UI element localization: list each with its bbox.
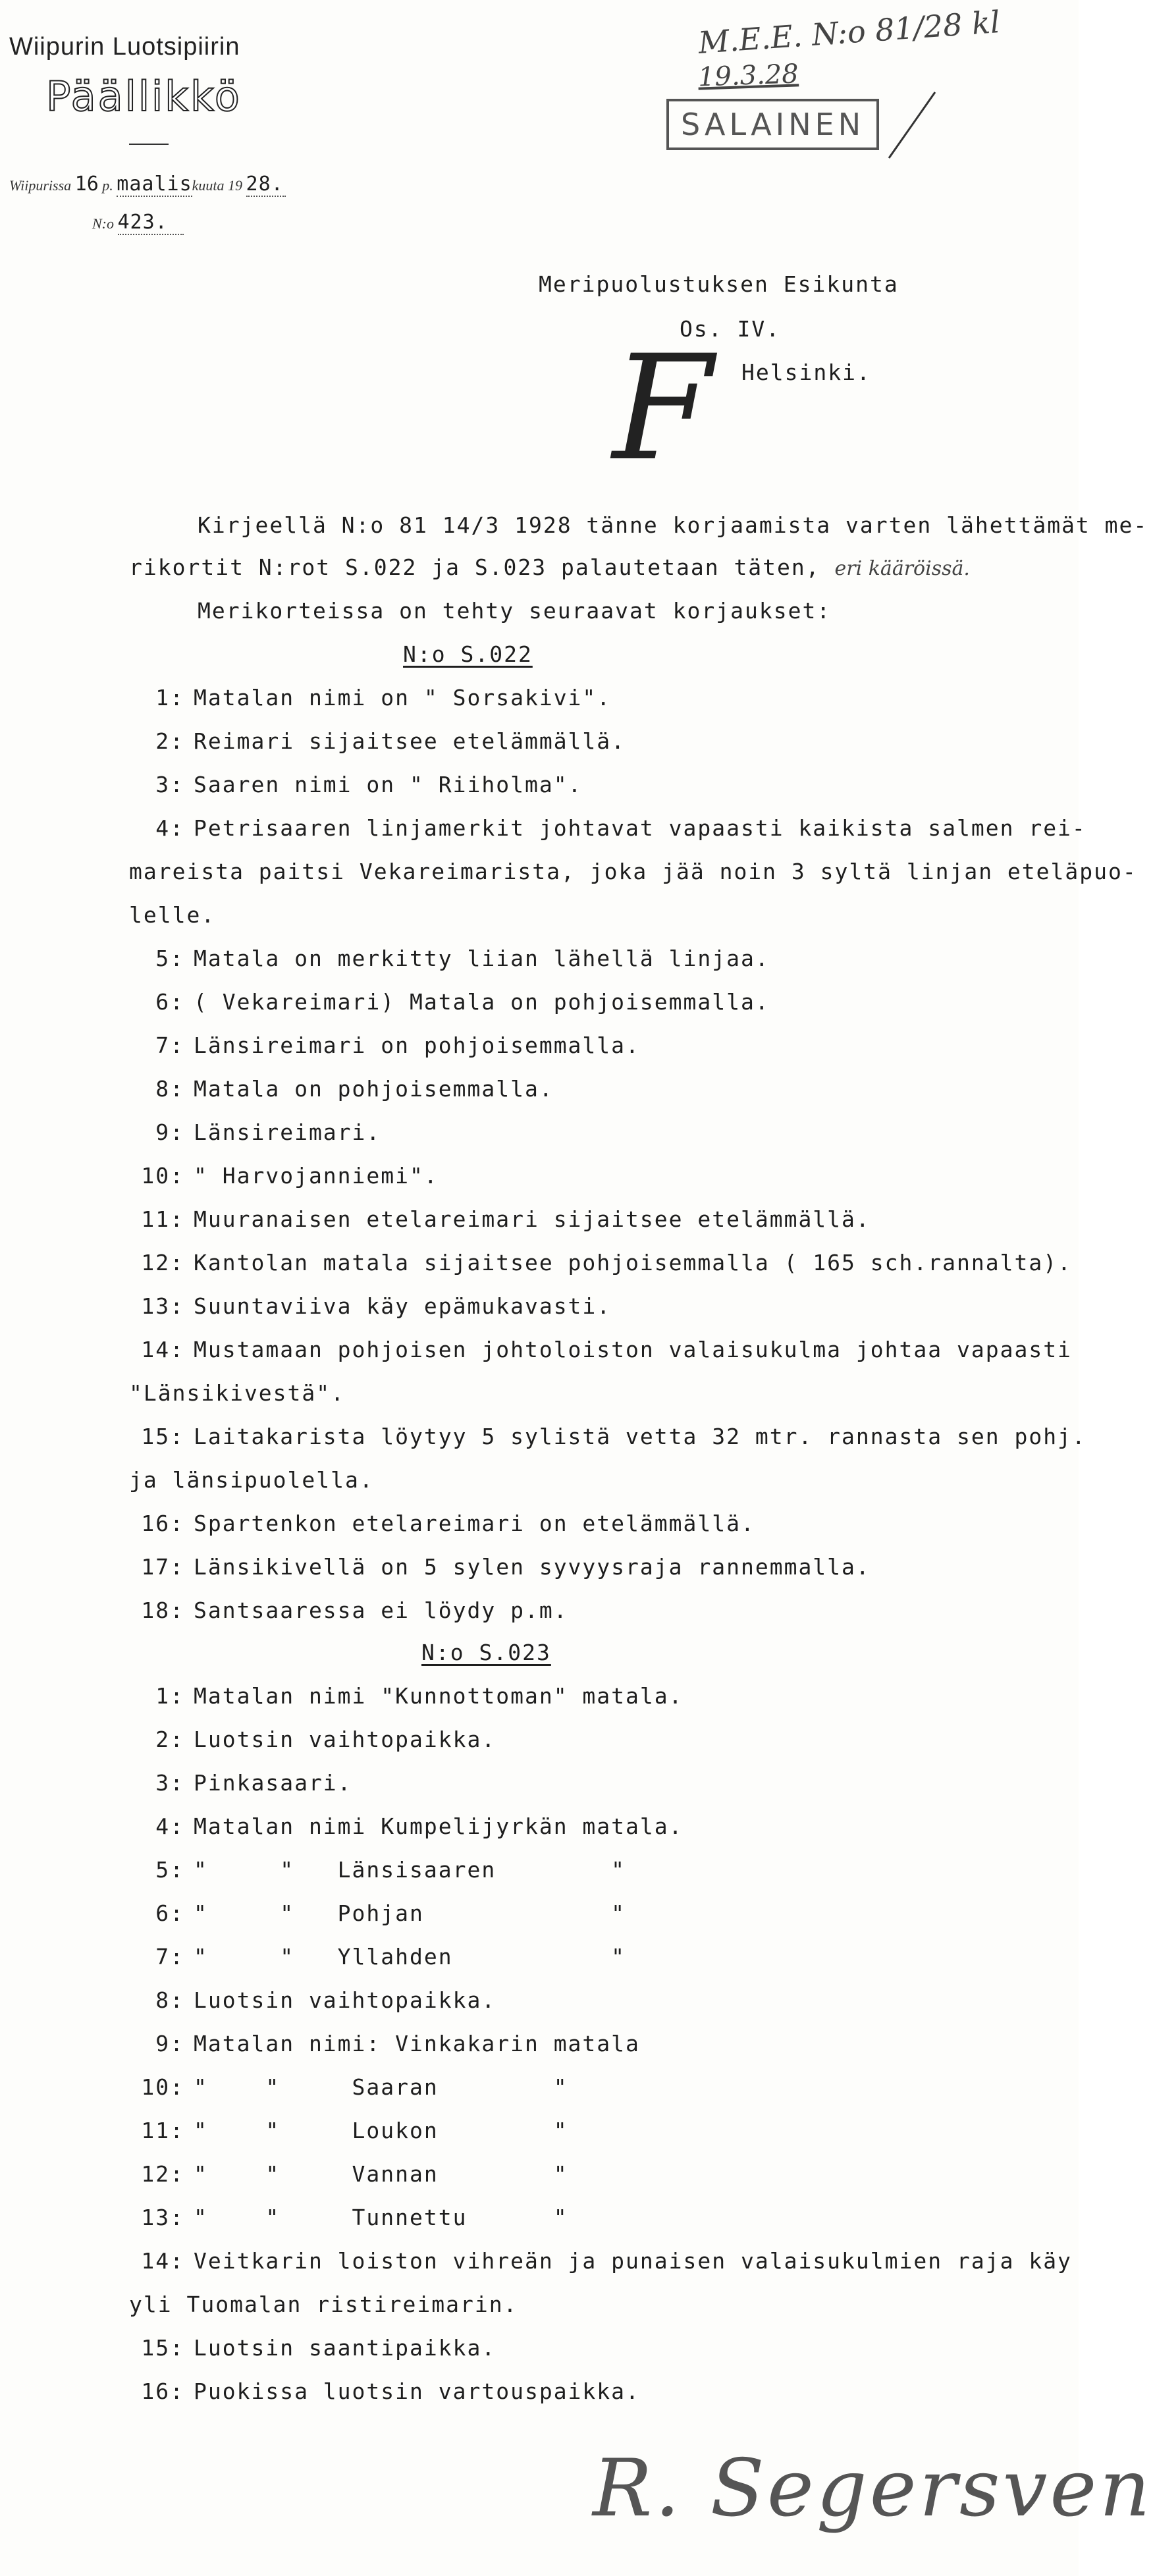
item-text: " " Tunnettu "	[194, 2205, 568, 2230]
place-prefix: Wiipurissa	[9, 177, 72, 194]
item-text: Matalan nimi: Vinkakarin matala	[194, 2031, 640, 2056]
month-suffix: kuuta 19	[192, 177, 243, 194]
handwritten-note: eri kääröissä.	[834, 557, 970, 580]
item-text: " " Saaran "	[194, 2074, 568, 2100]
item-number: 4:	[155, 815, 184, 841]
item-text: " " Pohjan "	[194, 1900, 626, 1926]
item-number: 13:	[141, 1293, 184, 1319]
list-item	[132, 1206, 871, 1232]
item-text: Matala on merkitty liian lähellä linjaa.	[194, 946, 770, 971]
item-number: 16:	[141, 1511, 184, 1536]
document-number: 423.	[118, 211, 184, 235]
item-text: " " Vannan "	[194, 2161, 568, 2187]
list-item	[132, 2248, 1072, 2274]
item-number: 8:	[155, 1076, 184, 1102]
day-suffix: p.	[102, 177, 113, 194]
item-text: Puokissa luotsin vartouspaikka.	[194, 2378, 640, 2404]
number-line	[92, 211, 184, 235]
list-item	[132, 1683, 684, 1709]
item-text: Pinkasaari.	[194, 1770, 352, 1796]
item-text: ( Vekareimari) Matala on pohjoisemmalla.	[194, 989, 770, 1015]
list-item	[132, 1813, 684, 1839]
item-number: 9:	[155, 1119, 184, 1145]
handwritten-date: 19.3.28	[697, 59, 799, 93]
intro-line3: Merikorteissa on tehty seuraavat korjaukset:	[198, 598, 832, 624]
list-item	[132, 1857, 626, 1883]
item-text: Laitakarista löytyy 5 sylistä vetta 32 mtr. rannasta sen pohj.	[194, 1424, 1086, 1449]
item-text: Saaren nimi on " Riiholma".	[194, 772, 583, 797]
item-text: Länsikivellä on 5 sylen syvyysraja rannemmalla.	[194, 1554, 871, 1580]
list-item	[132, 728, 626, 754]
stamp-crossout-mark	[882, 86, 942, 165]
item-number: 11:	[141, 1206, 184, 1232]
item-text: Luotsin vaihtopaikka.	[194, 1987, 496, 2013]
item-number: 9:	[155, 2031, 184, 2056]
item-number: 10:	[141, 1163, 184, 1189]
list-item	[132, 685, 611, 711]
item-number: 1:	[155, 1683, 184, 1709]
list-item	[132, 1293, 611, 1319]
list-item	[132, 1337, 1072, 1362]
list-item	[132, 1987, 496, 2013]
recipient-line2: Os. IV.	[680, 316, 781, 342]
letterhead-title: Päällikkö	[46, 72, 242, 121]
item-number: 6:	[155, 1900, 184, 1926]
letterhead-org: Wiipurin Luotsipiirin	[9, 33, 240, 61]
item-number: 18:	[141, 1597, 184, 1623]
item-number: 7:	[155, 1944, 184, 1970]
list-item	[132, 2074, 568, 2100]
item-number: 2:	[155, 1727, 184, 1752]
item-text: Matalan nimi "Kunnottoman" matala.	[194, 1683, 684, 1709]
item-text: Veitkarin loiston vihreän ja punaisen valaisukulmien raja käy	[194, 2248, 1072, 2274]
item-number: 14:	[141, 1337, 184, 1362]
intro-line2-text: rikortit N:rot S.022 ja S.023 palautetaan täten,	[129, 554, 820, 580]
handwritten-reference: M.E.E. N:o 81/28 kl	[697, 4, 1002, 61]
item-number: 12:	[141, 1250, 184, 1275]
letterhead-divider	[129, 144, 169, 145]
item-number: 5:	[155, 1857, 184, 1883]
item-text: Petrisaaren linjamerkit johtavat vapaasti kaikista salmen rei-	[194, 815, 1086, 841]
signature: R. Segersven	[593, 2443, 1153, 2535]
item-number: 12:	[141, 2161, 184, 2187]
item-text: Matalan nimi Kumpelijyrkän matala.	[194, 1813, 684, 1839]
list-item	[132, 1119, 381, 1145]
item-text: Länsireimari on pohjoisemmalla.	[194, 1033, 640, 1058]
list-item	[132, 2118, 568, 2143]
recipient-line3: Helsinki.	[741, 360, 871, 385]
item-number: 14:	[141, 2248, 184, 2274]
recipient-line1: Meripuolustuksen Esikunta	[539, 271, 899, 297]
section1-heading: N:o S.022	[403, 641, 533, 667]
list-item	[132, 1511, 755, 1536]
list-item	[132, 1076, 554, 1102]
list-item	[132, 1250, 1072, 1275]
secret-stamp: SALAINEN	[666, 99, 879, 150]
date-day: 16	[74, 173, 99, 196]
intro-line1: Kirjeellä N:o 81 14/3 1928 tänne korjaamista varten lähettämät me-	[198, 512, 1148, 538]
list-item	[132, 1727, 496, 1752]
item-number: 7:	[155, 1033, 184, 1058]
list-item	[132, 1424, 1086, 1449]
item-continuation: ja länsipuolella.	[129, 1467, 374, 1493]
item-number: 4:	[155, 1813, 184, 1839]
list-item	[132, 1597, 568, 1623]
item-number: 8:	[155, 1987, 184, 2013]
item-number: 11:	[141, 2118, 184, 2143]
item-text: Muuranaisen etelareimari sijaitsee etelämmällä.	[194, 1206, 871, 1232]
item-text: Luotsin saantipaikka.	[194, 2335, 496, 2361]
item-text: Länsireimari.	[194, 1119, 381, 1145]
item-continuation: "Länsikivestä".	[129, 1380, 346, 1406]
list-item	[132, 2205, 568, 2230]
item-text: Reimari sijaitsee etelämmällä.	[194, 728, 626, 754]
list-item	[132, 1163, 439, 1189]
item-number: 5:	[155, 946, 184, 971]
item-continuation: mareista paitsi Vekareimarista, joka jää noin 3 syltä linjan eteläpuo-	[129, 859, 1137, 884]
item-continuation: yli Tuomalan ristireimarin.	[129, 2292, 518, 2317]
item-text: Matala on pohjoisemmalla.	[194, 1076, 554, 1102]
item-text: Santsaaressa ei löydy p.m.	[194, 1597, 568, 1623]
list-item	[132, 815, 1086, 841]
item-text: " " Yllahden "	[194, 1944, 626, 1970]
item-number: 15:	[141, 1424, 184, 1449]
item-text: Luotsin vaihtopaikka.	[194, 1727, 496, 1752]
item-number: 3:	[155, 772, 184, 797]
item-number: 3:	[155, 1770, 184, 1796]
item-continuation: lelle.	[129, 902, 216, 928]
list-item	[132, 1554, 871, 1580]
list-item	[132, 1900, 626, 1926]
item-number: 16:	[141, 2378, 184, 2404]
item-text: Spartenkon etelareimari on etelämmällä.	[194, 1511, 755, 1536]
item-text: Mustamaan pohjoisen johtoloiston valaisukulma johtaa vapaasti	[194, 1337, 1072, 1362]
list-item	[132, 772, 582, 797]
list-item	[132, 946, 770, 971]
item-text: " " Länsisaaren "	[194, 1857, 626, 1883]
item-number: 6:	[155, 989, 184, 1015]
section2-heading: N:o S.023	[421, 1640, 551, 1665]
list-item	[132, 2335, 496, 2361]
number-prefix: N:o	[92, 215, 114, 232]
list-item	[132, 2031, 640, 2056]
item-text: Matalan nimi on " Sorsakivi".	[194, 685, 612, 711]
list-item	[132, 2161, 568, 2187]
list-item	[132, 989, 770, 1015]
date-line	[9, 173, 286, 197]
item-text: Kantolan matala sijaitsee pohjoisemmalla ( 165 sch.rannalta).	[194, 1250, 1072, 1275]
item-number: 10:	[141, 2074, 184, 2100]
item-number: 17:	[141, 1554, 184, 1580]
intro-line2	[129, 554, 970, 580]
list-item	[132, 1033, 640, 1058]
handwritten-initial: F	[612, 324, 713, 493]
item-number: 13:	[141, 2205, 184, 2230]
item-text: " " Loukon "	[194, 2118, 568, 2143]
item-text: " Harvojanniemi".	[194, 1163, 439, 1189]
date-month: maalis	[117, 173, 192, 196]
list-item	[132, 2378, 640, 2404]
item-number: 2:	[155, 728, 184, 754]
list-item	[132, 1770, 352, 1796]
list-item	[132, 1944, 626, 1970]
item-text: Suuntaviiva käy epämukavasti.	[194, 1293, 612, 1319]
item-number: 15:	[141, 2335, 184, 2361]
item-number: 1:	[155, 685, 184, 711]
date-year: 28.	[246, 173, 286, 197]
